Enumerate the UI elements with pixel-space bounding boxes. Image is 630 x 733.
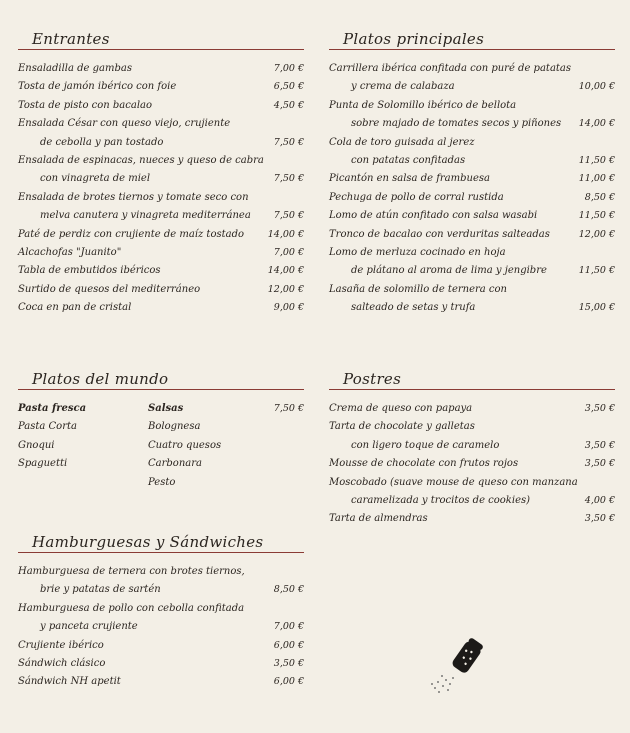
menu-item (329, 400, 615, 418)
item-name: Tabla de embutidos ibéricos (18, 265, 161, 277)
list-item: Cuatro quesos (148, 439, 222, 451)
menu-item (329, 170, 615, 188)
mundo-section (18, 370, 304, 492)
item-price: 11,50 € (578, 210, 615, 222)
entrantes-section (18, 30, 304, 318)
item-description: caramelizada y trocitos de cookies) (351, 495, 531, 507)
menu-item (329, 510, 615, 528)
item-description: melva canutera y vinagreta mediterránea (40, 210, 251, 222)
item-price: 3,50 € (584, 439, 615, 451)
item-price: 6,50 € (273, 81, 304, 93)
menu-item (329, 418, 615, 455)
item-price: 8,50 € (584, 191, 615, 203)
menu-item (18, 226, 304, 244)
item-name: Hamburguesa de ternera con brotes tiernos, (18, 566, 245, 577)
menu-item (18, 281, 304, 299)
item-name: Tarta de almendras (329, 513, 428, 525)
menu-item (18, 97, 304, 115)
list-item: Spaguetti (18, 458, 68, 470)
item-price: 4,50 € (273, 99, 304, 111)
postres-section (329, 370, 615, 529)
list-item: Pesto (148, 476, 176, 488)
menu-list (329, 400, 615, 529)
item-description: y crema de calabaza (351, 81, 455, 93)
menu-item (329, 60, 615, 97)
item-price: 14,00 € (267, 265, 304, 277)
item-price: 8,50 € (273, 584, 304, 596)
item-price: 7,00 € (273, 63, 304, 74)
item-name: Carrillera ibérica confitada con puré de patatas (329, 63, 572, 74)
menu-item (329, 97, 615, 134)
item-name: Ensaladilla de gambas (18, 63, 132, 74)
item-name: Ensalada de brotes tiernos y tomate seco con (18, 191, 249, 203)
item-price: 9,00 € (273, 302, 304, 314)
item-name: Sándwich clásico (18, 658, 106, 670)
menu-item (329, 474, 615, 511)
item-price: 7,00 € (273, 247, 304, 259)
item-name: Surtido de quesos del mediterráneo (18, 283, 201, 295)
item-price: 12,00 € (578, 228, 615, 240)
item-name: Tosta de jamón ibérico con foie (18, 81, 177, 93)
item-name: Lasaña de solomillo de ternera con (329, 283, 507, 295)
section-title: Postres (329, 370, 615, 390)
item-description: salteado de setas y trufa (351, 302, 476, 314)
item-name: Ensalada de espinacas, nueces y queso de cabra (18, 155, 264, 167)
hamburguesas-section (18, 533, 304, 692)
menu-item (18, 655, 304, 673)
item-name: Hamburguesa de pollo con cebolla confitada (18, 602, 245, 614)
item-description: sobre majado de tomates secos y piñones (351, 118, 562, 130)
item-name: Tosta de pisto con bacalao (18, 99, 152, 111)
menu-item (18, 152, 304, 189)
item-name: Coca en pan de cristal (18, 302, 132, 314)
item-name: Tronco de bacalao con verduritas salteadas (329, 228, 550, 240)
menu-item (329, 226, 615, 244)
item-name: Picantón en salsa de frambuesa (329, 173, 490, 185)
item-name: Crujiente ibérico (18, 639, 104, 651)
item-name: Paté de perdiz con crujiente de maíz tostado (18, 228, 244, 240)
section-title: Hamburguesas y Sándwiches (18, 533, 304, 553)
item-name: Tarta de chocolate y galletas (329, 421, 475, 433)
item-price: 4,00 € (584, 495, 615, 507)
menu-item (18, 299, 304, 317)
item-name: Ensalada César con queso viejo, crujiente (18, 118, 231, 130)
item-price: 7,50 € (273, 136, 304, 148)
item-name: Mousse de chocolate con frutos rojos (329, 458, 519, 470)
menu-item (18, 262, 304, 280)
item-price: 6,00 € (273, 676, 304, 688)
item-name: Cola de toro guisada al jerez (329, 136, 475, 148)
menu-item (18, 563, 304, 600)
menu-item (329, 455, 615, 473)
item-price: 3,50 € (584, 403, 615, 414)
item-description: brie y patatas de sartén (40, 584, 161, 596)
item-price: 6,00 € (273, 639, 304, 651)
item-price: 12,00 € (267, 283, 304, 295)
menu-item (18, 78, 304, 96)
item-description: con patatas confitadas (351, 155, 466, 167)
item-price: 3,50 € (584, 458, 615, 470)
item-price: 14,00 € (267, 228, 304, 240)
menu-item (18, 115, 304, 152)
item-description: y panceta crujiente (40, 621, 138, 633)
menu-item (329, 134, 615, 171)
item-price: 3,50 € (273, 658, 304, 670)
mundo-price: 7,50 € (273, 403, 304, 414)
item-price: 11,50 € (578, 265, 615, 277)
item-price: 7,50 € (273, 210, 304, 222)
section-title: Platos del mundo (18, 370, 304, 390)
item-name: Lomo de merluza cocinado en hoja (329, 247, 506, 259)
menu-item (18, 189, 304, 226)
item-price: 10,00 € (578, 81, 615, 93)
menu-list (18, 563, 304, 692)
menu-list (18, 60, 304, 318)
principales-section (329, 30, 615, 318)
pasta-header: Pasta fresca (18, 403, 87, 414)
item-description: con vinagreta de miel (40, 173, 151, 185)
item-price: 15,00 € (578, 302, 615, 314)
menu-item (329, 207, 615, 225)
list-item: Bolognesa (148, 421, 201, 433)
item-price: 3,50 € (584, 513, 615, 525)
salsas-column (148, 400, 238, 492)
menu-list (329, 60, 615, 318)
menu-item (18, 673, 304, 691)
menu-item (18, 60, 304, 78)
item-price: 11,50 € (578, 155, 615, 167)
menu-item (329, 281, 615, 318)
menu-item (18, 637, 304, 655)
menu-item (18, 244, 304, 262)
list-item: Gnoqui (18, 439, 55, 451)
section-title: Entrantes (18, 30, 304, 50)
menu-item (329, 189, 615, 207)
list-item: Pasta Corta (18, 421, 77, 433)
item-description: de plátano al aroma de lima y jengibre (351, 265, 547, 277)
item-name: Alcachofas "Juanito" (18, 247, 122, 259)
item-name: Moscobado (suave mouse de queso con manzana (329, 476, 578, 488)
salsas-header: Salsas (148, 403, 184, 414)
item-name: Sándwich NH apetit (18, 676, 121, 688)
section-title: Platos principales (329, 30, 615, 50)
pasta-column (18, 400, 148, 492)
mundo-columns (18, 400, 304, 492)
item-name: Pechuga de pollo de corral rustida (329, 191, 504, 203)
item-description: de cebolla y pan tostado (40, 136, 164, 148)
salt-shaker-icon (428, 636, 488, 700)
item-price: 14,00 € (578, 118, 615, 130)
menu-item (329, 244, 615, 281)
item-price: 11,00 € (578, 173, 615, 185)
item-name: Punta de Solomillo ibérico de bellota (329, 99, 517, 111)
item-name: Lomo de atún confitado con salsa wasabi (329, 210, 538, 222)
item-description: con ligero toque de caramelo (351, 439, 500, 451)
list-item: Carbonara (148, 458, 202, 470)
menu-item (18, 600, 304, 637)
item-price: 7,50 € (273, 173, 304, 185)
item-name: Crema de queso con papaya (329, 403, 473, 414)
item-price: 7,00 € (273, 621, 304, 633)
